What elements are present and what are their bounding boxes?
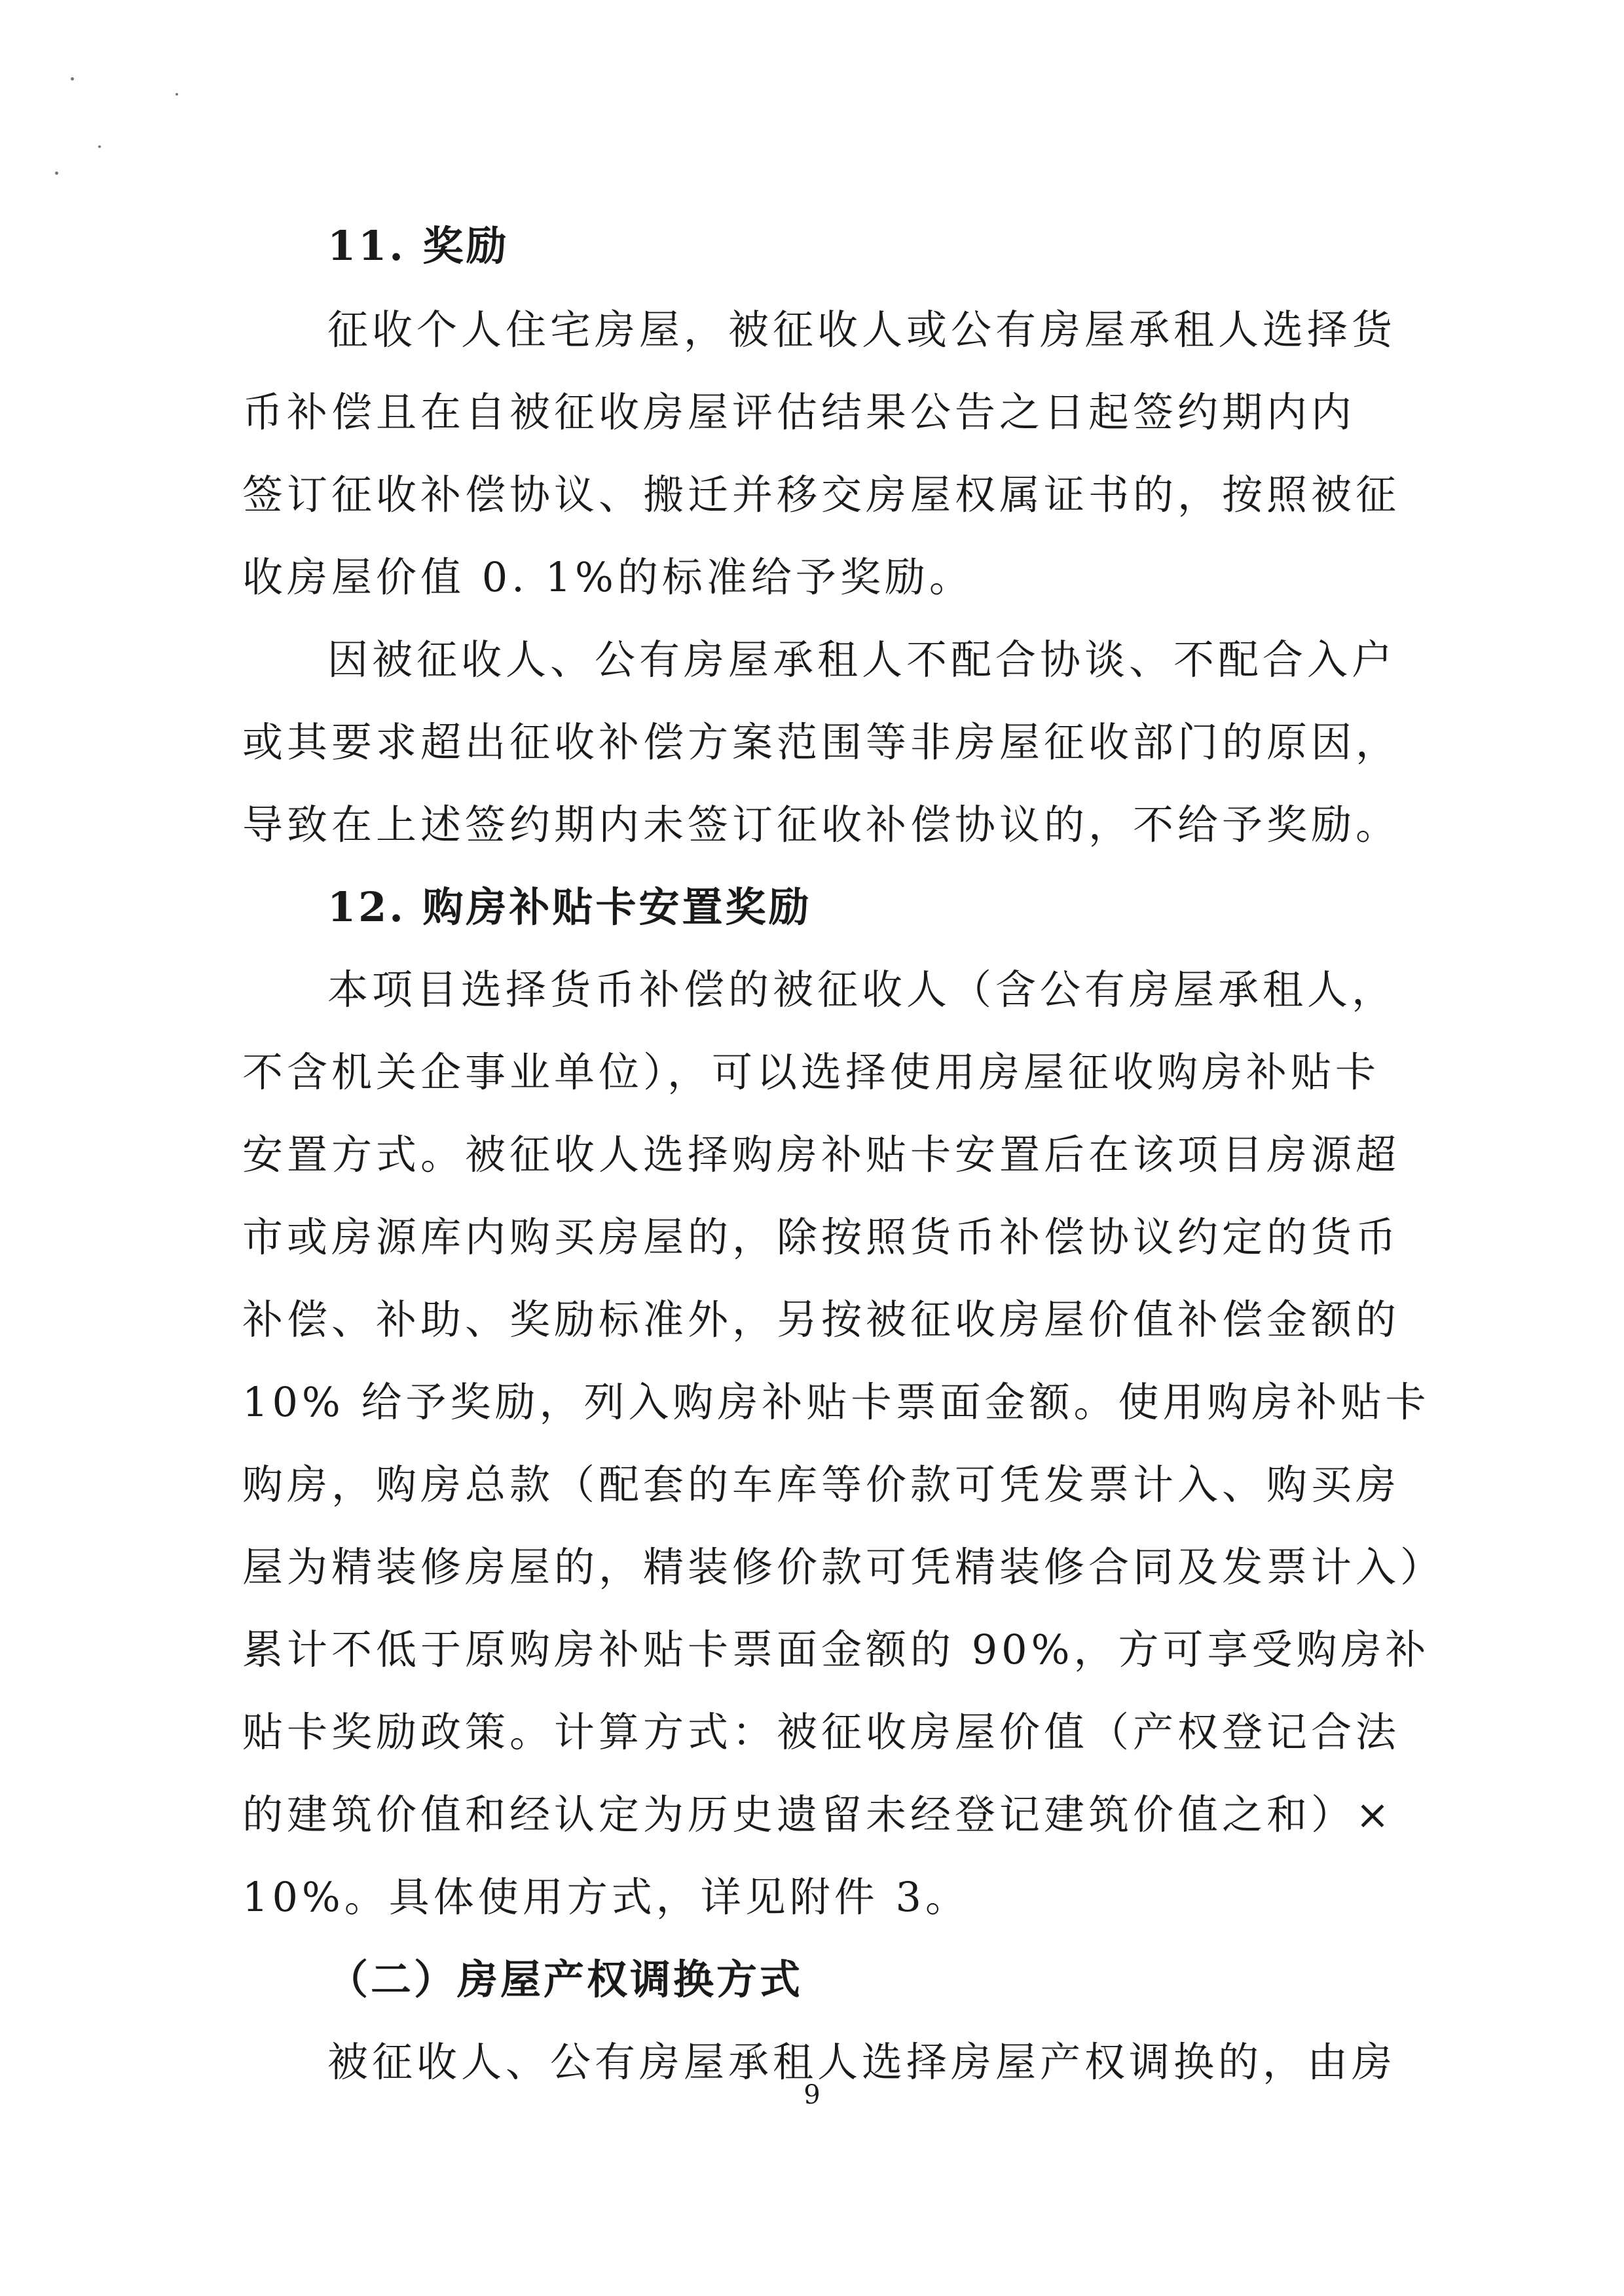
paragraph-line: 因被征收人、公有房屋承租人不配合协谈、不配合入户 [327,636,1397,683]
paragraph-line: 市或房源库内购买房屋的，除按照货币补偿协议约定的货币 [242,1213,1401,1261]
paragraph-line: 或其要求超出征收补偿方案范围等非房屋征收部门的原因， [242,718,1401,766]
scan-speck [55,172,58,175]
section-heading: 12. 购房补贴卡安置奖励 [327,883,812,931]
paragraph-line: 不含机关企事业单位），可以选择使用房屋征收购房补贴卡 [242,1048,1380,1096]
paragraph-line: 10% 给予奖励，列入购房补贴卡票面金额。使用购房补贴卡 [242,1378,1430,1426]
paragraph-line: 10%。具体使用方式，详见附件 3。 [242,1873,970,1921]
paragraph-line: 本项目选择货币补偿的被征收人（含公有房屋承租人， [327,966,1397,1013]
paragraph-line: 征收个人住宅房屋，被征收人或公有房屋承租人选择货 [327,306,1397,354]
paragraph-line: 安置方式。被征收人选择购房补贴卡安置后在该项目房源超 [242,1131,1401,1178]
page-number: 9 [803,2080,821,2110]
paragraph-line: 累计不低于原购房补贴卡票面金额的 90%，方可享受购房补 [242,1626,1430,1673]
paragraph-line: 屋为精装修房屋的，精装修价款可凭精装修合同及发票计入） [242,1543,1445,1591]
paragraph-line: 收房屋价值 0. 1%的标准给予奖励。 [242,553,974,601]
section-heading: （二）房屋产权调换方式 [327,1956,803,2003]
paragraph-line: 贴卡奖励政策。计算方式：被征收房屋价值（产权登记合法 [242,1708,1401,1756]
scan-speck [175,93,178,96]
section-heading: 11. 奖励 [327,222,509,270]
paragraph-line: 币补偿且在自被征收房屋评估结果公告之日起签约期内内 [242,388,1356,436]
scan-speck [98,145,101,148]
paragraph-line: 补偿、补助、奖励标准外，另按被征收房屋价值补偿金额的 [242,1296,1401,1343]
paragraph-line: 导致在上述签约期内未签订征收补偿协议的，不给予奖励。 [242,801,1401,848]
paragraph-line: 签订征收补偿协议、搬迁并移交房屋权属证书的，按照被征 [242,471,1401,519]
paragraph-line: 被征收人、公有房屋承租人选择房屋产权调换的，由房 [327,2038,1397,2086]
paragraph-line: 的建筑价值和经认定为历史遗留未经登记建筑价值之和）× [242,1791,1393,1838]
paragraph-line: 购房，购房总款（配套的车库等价款可凭发票计入、购买房 [242,1461,1401,1508]
scan-speck [71,77,74,81]
